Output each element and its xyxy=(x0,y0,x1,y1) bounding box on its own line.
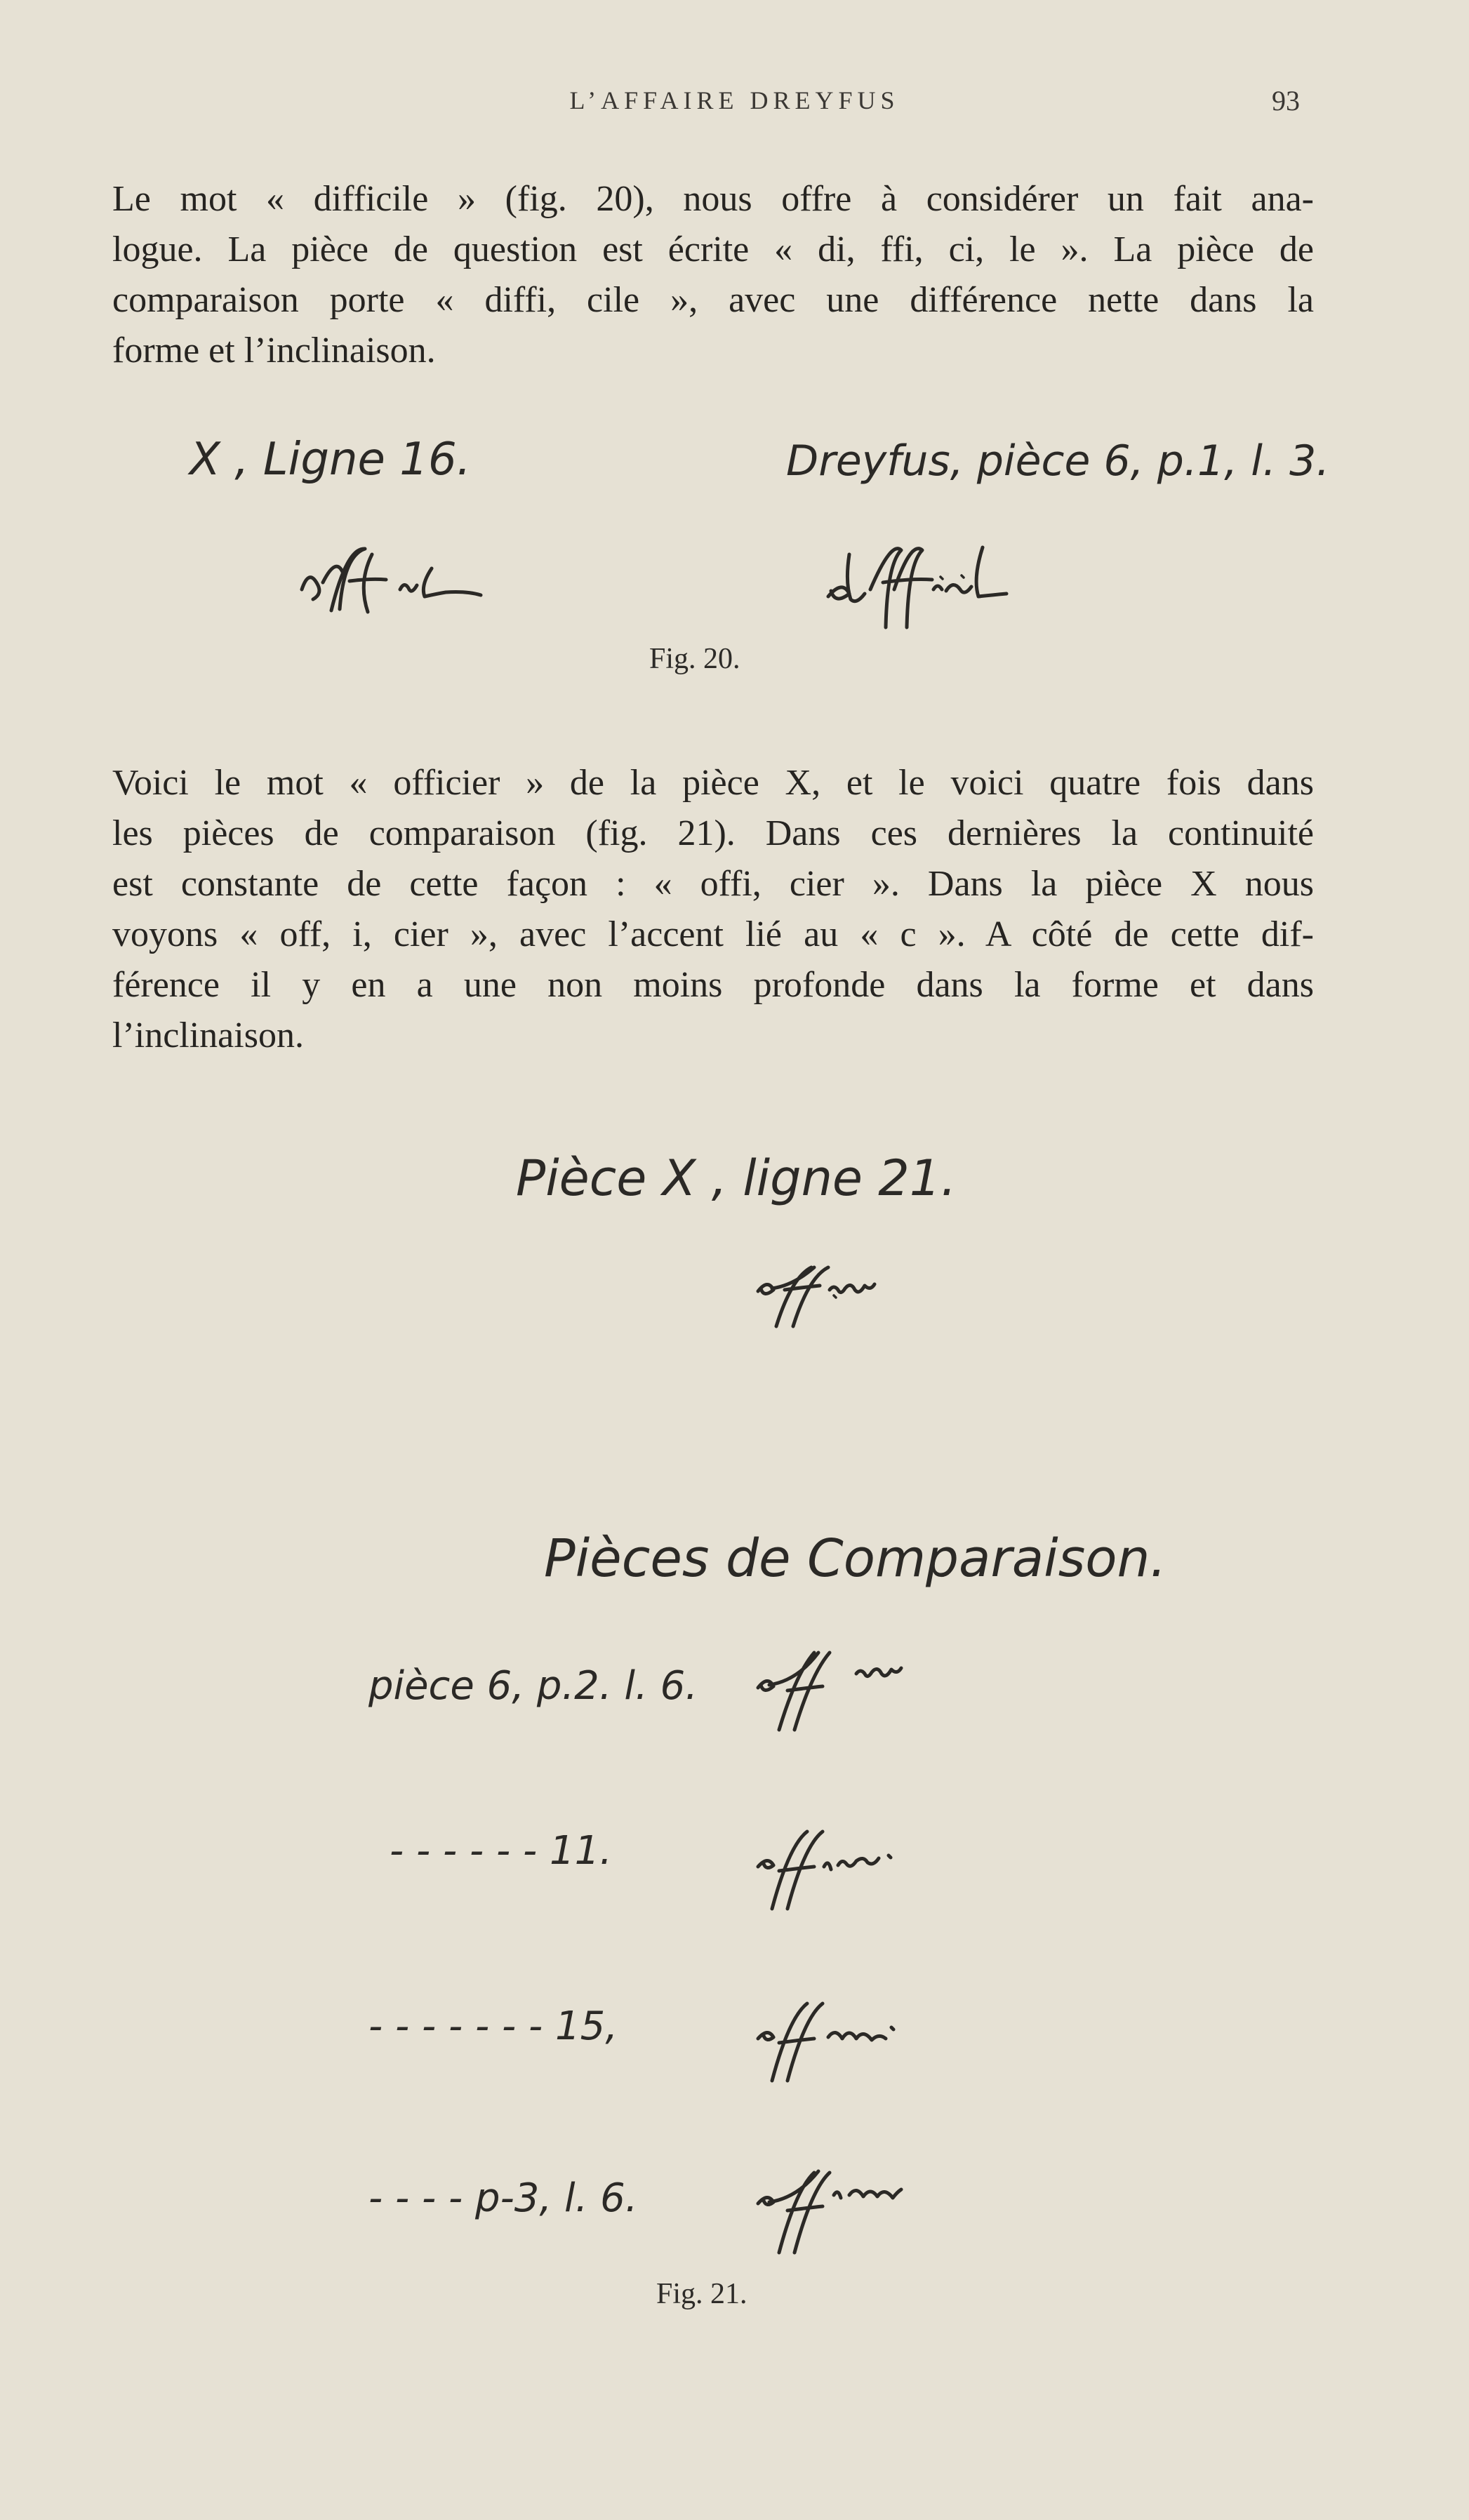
fig21-ref-row-1: pièce 6, p.2. l. 6. xyxy=(368,1663,698,1709)
fig21-handwriting-sample-3 xyxy=(751,1996,948,2088)
fig20-handwriting-sample-x xyxy=(295,540,519,618)
text-line: l’inclinaison. xyxy=(112,1015,304,1055)
fig21-ref-row-2: - - - - - - 11. xyxy=(390,1828,613,1874)
paragraph-officier xyxy=(112,758,1314,1061)
text-line: les pièces de comparaison (fig. 21). Dans ces dernières la continuité xyxy=(112,813,1314,853)
text-line: férence il y en a une non moins profonde dans la forme et dans xyxy=(112,965,1314,1005)
fig21-handwriting-sample-4 xyxy=(751,2161,933,2260)
text-line: forme et l’inclinaison. xyxy=(112,331,436,371)
fig20-caption: Fig. 20. xyxy=(649,643,740,675)
text-line: comparaison porte « diffi, cile », avec une différence nette dans la xyxy=(112,280,1314,320)
fig20-right-label: Dreyfus, pièce 6, p.1, l. 3. xyxy=(786,436,1330,486)
fig21-handwriting-sample-2 xyxy=(751,1825,933,1916)
text-line: Le mot « difficile » (fig. 20), nous offre à considérer un fait ana- xyxy=(112,179,1314,219)
running-title: L’AFFAIRE DREYFUS xyxy=(569,86,900,114)
text-line: Voici le mot « officier » de la pièce X, et le voici quatre fois dans xyxy=(112,763,1314,803)
fig21-handwriting-sample-x xyxy=(751,1256,905,1333)
fig21-section-title: Pièces de Comparaison. xyxy=(544,1528,1166,1589)
text-line: est constante de cette façon : « offi, cier ». Dans la pièce X nous xyxy=(112,864,1314,904)
paragraph-difficile xyxy=(112,174,1314,376)
page-number: 93 xyxy=(1272,85,1300,116)
fig21-ref-row-3: - - - - - - - 15, xyxy=(368,2004,618,2049)
fig21-ref-row-4: - - - - p-3, l. 6. xyxy=(368,2175,638,2221)
text-line: voyons « off, i, cier », avec l’accent lié au « c ». A côté de cette dif- xyxy=(112,914,1314,954)
fig20-left-label: X , Ligne 16. xyxy=(190,434,471,486)
fig21-top-label: Pièce X , ligne 21. xyxy=(516,1149,957,1207)
fig21-caption: Fig. 21. xyxy=(656,2278,747,2310)
fig20-handwriting-sample-dreyfus xyxy=(821,540,1032,632)
text-line: logue. La pièce de question est écrite « di, ffi, ci, le ». La pièce de xyxy=(112,229,1314,269)
fig21-handwriting-sample-1 xyxy=(751,1646,919,1737)
